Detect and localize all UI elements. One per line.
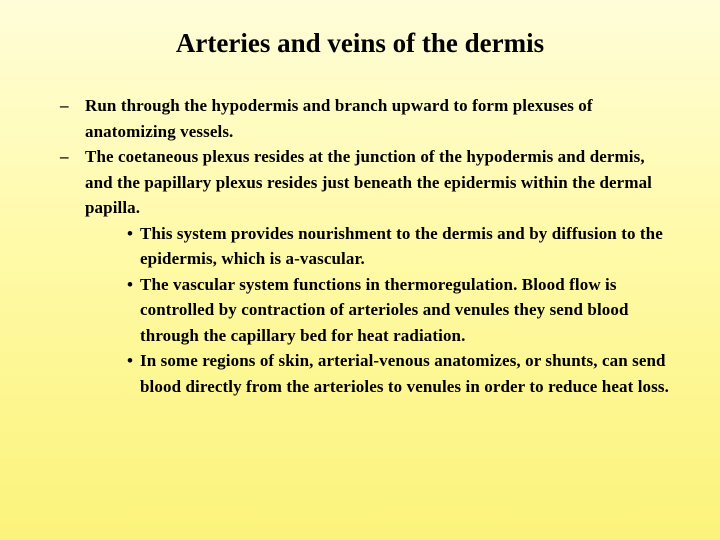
- sub-bullet-text: In some regions of skin, arterial-venous anatomizes, or shunts, can send blood directly from the arterioles to venules in order to reduce heat loss.: [140, 351, 669, 396]
- bullet-text: Run through the hypodermis and branch upward to form plexuses of anatomizing vessels.: [85, 96, 593, 141]
- sub-bullet-point-3: [110, 348, 670, 399]
- sub-bullet-text: The vascular system functions in thermoregulation. Blood flow is controlled by contraction of arterioles and venules they send blood through the capillary bed for heat radiation.: [140, 274, 629, 345]
- dash-marker: –: [60, 96, 69, 115]
- slide-title: Arteries and veins of the dermis: [175, 28, 545, 58]
- bullet-dot-icon: •: [127, 274, 134, 294]
- bullet-list: [60, 93, 670, 399]
- bullet-point-1: [60, 93, 670, 144]
- sub-bullet-point-1: [110, 221, 670, 272]
- sub-bullet-text: This system provides nourishment to the dermis and by diffusion to the epidermis, which is a-vascular.: [140, 223, 663, 268]
- bullet-dot-icon: •: [127, 223, 134, 243]
- bullet-text: The coetaneous plexus resides at the junction of the hypodermis and dermis, and the papillary plexus resides just beneath the epidermis within the dermal papilla.: [85, 147, 652, 217]
- dash-marker: –: [60, 147, 69, 166]
- bullet-point-2: [60, 144, 670, 399]
- bullet-dot-icon: •: [127, 351, 134, 370]
- sub-bullet-list: [85, 221, 670, 400]
- sub-bullet-point-2: [110, 272, 670, 349]
